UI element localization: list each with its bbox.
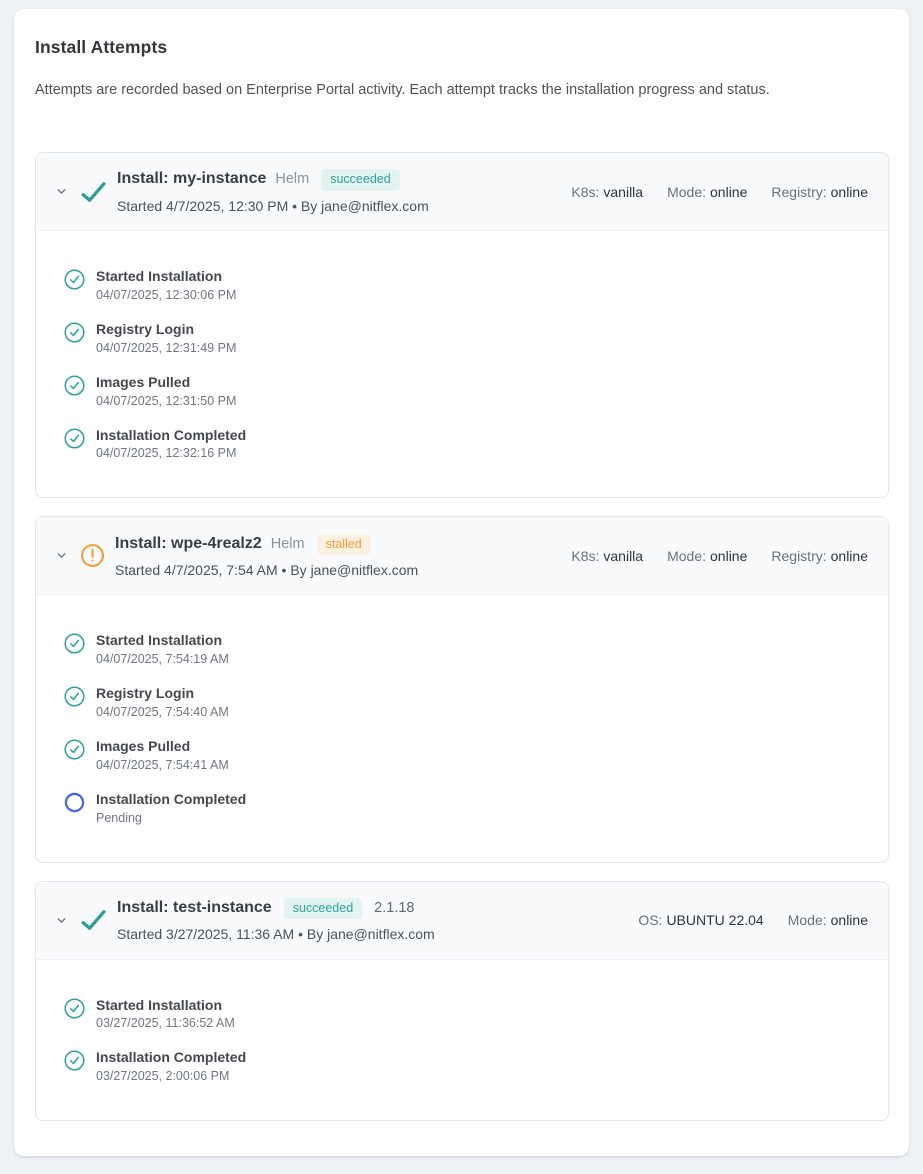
step-time: 04/07/2025, 12:32:16 PM — [96, 446, 237, 461]
step-text — [96, 685, 229, 719]
attempt-started-by: Started 4/7/2025, 12:30 PM • By jane@nitflex.com — [117, 197, 429, 214]
check-icon — [80, 180, 107, 204]
chevron-down-icon[interactable] — [55, 549, 68, 562]
meta-value: online — [830, 547, 868, 564]
circle-check-icon — [64, 375, 85, 396]
meta-pair — [667, 184, 747, 200]
meta-pair — [771, 184, 868, 200]
step-time: 03/27/2025, 2:00:06 PM — [96, 1069, 230, 1084]
circle-check-icon — [64, 322, 85, 343]
chevron-down-icon[interactable] — [55, 914, 68, 927]
attempt-card — [35, 881, 889, 1122]
step-text — [96, 738, 229, 772]
attempt-timeline — [36, 960, 888, 1121]
timeline-step — [64, 427, 868, 461]
step-text — [96, 427, 246, 461]
status-badge: stalled — [317, 534, 371, 556]
meta-value: vanilla — [603, 547, 644, 564]
circle-check-icon — [64, 269, 85, 290]
step-label: Images Pulled — [96, 373, 191, 390]
attempt-timeline — [36, 231, 888, 497]
step-text — [96, 374, 236, 408]
meta-label: Registry: — [771, 547, 827, 564]
meta-label: Mode: — [787, 912, 827, 928]
attempt-card-header[interactable] — [36, 882, 888, 960]
meta-label: K8s: — [571, 183, 600, 200]
meta-value: UBUNTU 22.04 — [666, 912, 764, 928]
step-text — [96, 791, 246, 825]
step-label: Registry Login — [96, 685, 195, 702]
step-time: 04/07/2025, 12:31:49 PM — [96, 340, 237, 355]
alert-circle-icon — [80, 543, 105, 568]
step-text — [96, 321, 236, 355]
chevron-down-icon[interactable] — [55, 185, 68, 198]
meta-label: Mode: — [667, 183, 707, 200]
step-time: 04/07/2025, 7:54:41 AM — [96, 757, 229, 772]
meta-label: Registry: — [771, 183, 827, 200]
meta-pair — [667, 548, 747, 564]
page-title: Install Attempts — [35, 37, 168, 57]
step-label: Registry Login — [96, 320, 195, 337]
meta-pair — [571, 184, 643, 200]
step-time: Pending — [96, 810, 142, 825]
attempt-card — [35, 516, 889, 862]
step-label: Installation Completed — [96, 790, 247, 807]
status-badge: succeeded — [284, 898, 362, 920]
attempt-started-by: Started 3/27/2025, 11:36 AM • By jane@nitflex.com — [117, 926, 435, 943]
check-icon — [80, 908, 107, 932]
timeline-step — [64, 374, 868, 408]
attempt-list — [35, 152, 889, 1121]
circle-check-icon — [64, 1050, 85, 1071]
timeline-step — [64, 685, 868, 719]
step-label: Images Pulled — [96, 737, 191, 754]
attempt-title: Install: wpe-4realz2 — [115, 534, 262, 552]
meta-pair — [771, 548, 868, 564]
timeline-step — [64, 268, 868, 302]
step-time: 04/07/2025, 7:54:40 AM — [96, 704, 229, 719]
attempt-card-header[interactable] — [36, 517, 888, 595]
attempt-meta — [571, 184, 868, 200]
timeline-step — [64, 738, 868, 772]
attempt-title: Install: my-instance — [117, 170, 267, 188]
meta-pair — [788, 912, 868, 928]
step-time: 04/07/2025, 7:54:19 AM — [96, 652, 229, 667]
step-time: 04/07/2025, 12:30:06 PM — [96, 287, 237, 302]
meta-pair — [571, 548, 643, 564]
attempt-header-text — [115, 534, 418, 579]
attempt-header-text — [117, 169, 429, 214]
attempt-meta — [638, 912, 868, 928]
meta-value: online — [830, 183, 868, 200]
attempt-header-text — [117, 898, 435, 943]
step-label: Started Installation — [96, 268, 223, 285]
timeline-step — [64, 321, 868, 355]
circle-check-icon — [64, 686, 85, 707]
attempt-started-by: Started 4/7/2025, 7:54 AM • By jane@nitflex.com — [115, 562, 419, 579]
step-label: Installation Completed — [96, 1049, 247, 1066]
meta-label: K8s: — [571, 547, 600, 564]
attempt-method: Helm — [275, 171, 310, 188]
attempt-timeline — [36, 595, 888, 861]
circle-pending-icon — [64, 792, 85, 813]
step-text — [96, 632, 229, 666]
attempt-version: 2.1.18 — [374, 899, 415, 916]
install-attempts-panel — [14, 9, 909, 1156]
page-description: Attempts are recorded based on Enterprise Portal activity. Each attempt tracks the installation progress and status. — [35, 82, 770, 98]
attempt-title: Install: test-instance — [117, 898, 272, 916]
meta-value: online — [710, 547, 748, 564]
step-label: Started Installation — [96, 632, 223, 649]
meta-value: vanilla — [603, 183, 644, 200]
step-time: 04/07/2025, 12:31:50 PM — [96, 393, 237, 408]
circle-check-icon — [64, 998, 85, 1019]
step-text — [96, 1049, 246, 1083]
attempt-meta — [571, 548, 868, 564]
meta-label: Mode: — [667, 547, 707, 564]
attempt-card — [35, 152, 889, 498]
attempt-card-header[interactable] — [36, 153, 888, 231]
attempt-method: Helm — [270, 535, 305, 552]
meta-value: online — [830, 912, 868, 928]
meta-value: online — [710, 183, 748, 200]
timeline-step — [64, 791, 868, 825]
circle-check-icon — [64, 428, 85, 449]
timeline-step — [64, 632, 868, 666]
step-label: Started Installation — [96, 996, 223, 1013]
timeline-step — [64, 997, 868, 1031]
status-badge: succeeded — [321, 169, 399, 191]
circle-check-icon — [64, 739, 85, 760]
step-time: 03/27/2025, 11:36:52 AM — [96, 1016, 235, 1031]
step-text — [96, 997, 235, 1031]
meta-label: OS: — [638, 912, 663, 928]
meta-pair — [638, 912, 763, 928]
step-label: Installation Completed — [96, 426, 247, 443]
timeline-step — [64, 1049, 868, 1083]
circle-check-icon — [64, 633, 85, 654]
step-text — [96, 268, 236, 302]
